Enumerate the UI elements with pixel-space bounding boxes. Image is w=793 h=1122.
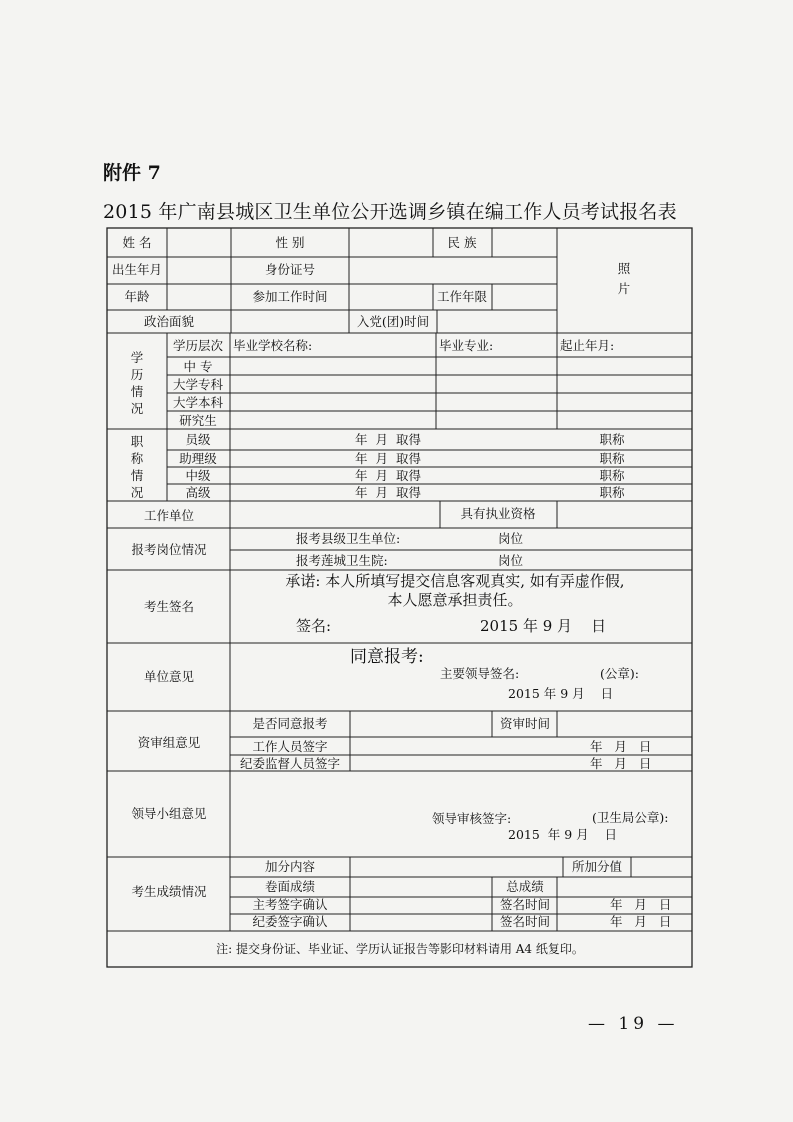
bonus-value-label: 所加分值 [571,859,623,874]
period-label: 起止年月: [560,338,615,353]
staff-sign-date: 年 月 日 [590,739,652,754]
school-label: 毕业学校名称: [233,338,313,353]
sign-time-label: 签名时间 [499,897,551,912]
candidate-label: 考生签名 [143,599,195,614]
edu-level-item: 大学专科 [172,377,224,392]
leader-group-date: 2015 年 9 月 日 [508,827,618,842]
photo-label-bottom: 片 [617,281,631,296]
seal-label: (公章): [600,666,639,681]
name-label: 姓 名 [122,235,152,250]
pledge-line-2: 本人愿意承担责任。 [387,591,523,609]
birth-label: 出生年月 [111,262,163,277]
ethnicity-label: 民 族 [447,235,477,250]
review-time-label: 资审时间 [499,716,551,731]
application-label: 报考岗位情况 [131,542,207,557]
gender-label: 性 别 [275,235,305,250]
work-years-label: 工作年限 [436,289,488,304]
unit-opinion-date: 2015 年 9 月 日 [508,686,614,701]
id-number-label: 身份证号 [264,262,316,277]
page-number: — 19 — [588,1014,679,1034]
edu-heading-1: 学 [130,350,144,365]
bonus-content-label: 加分内容 [264,859,316,874]
practice-qualification-label: 具有执业资格 [460,506,536,521]
obtained-text: 年 月 取得 [355,485,421,500]
discipline-sign-label: 纪委监督人员签字 [239,756,341,771]
title-word: 职称 [599,432,625,447]
review-label: 资审组意见 [137,735,201,750]
total-score-label: 总成绩 [506,879,544,894]
title-heading-1: 职 [130,434,144,449]
work-unit-label: 工作单位 [143,508,195,523]
title-heading-3: 情 [130,468,144,483]
county-unit-label: 报考县级卫生单位: [296,531,401,546]
page-title: 2015 年广南县城区卫生单位公开选调乡镇在编工作人员考试报名表 [103,201,677,223]
edu-heading-3: 情 [130,384,144,399]
leader-sign-label: 主要领导签名: [440,666,520,681]
leader-group-label: 领导小组意见 [131,806,207,821]
edu-level-item: 研究生 [179,413,217,428]
grade-item: 助理级 [179,451,217,466]
unit-opinion-label: 单位意见 [143,669,195,684]
examiner-confirm-label: 主考签字确认 [252,897,328,912]
footnote: 注: 提交身份证、毕业证、学历认证报告等影印材料请用 A4 纸复印。 [216,942,584,956]
title-word: 职称 [599,451,625,466]
form-labels [112,235,671,956]
written-score-label: 卷面成绩 [264,879,316,894]
scores-label: 考生成绩情况 [131,884,207,899]
agree-apply-text: 同意报考: [350,647,424,667]
discipline-sign-date: 年 月 日 [590,756,652,771]
grade-item: 中级 [185,468,211,483]
obtained-text: 年 月 取得 [355,451,421,466]
political-label: 政治面貌 [143,314,195,329]
signature-label: 签名: [296,617,332,635]
pledge-line-1: 承诺: 本人所填写提交信息客观真实, 如有弄虚作假, [285,572,625,590]
edu-heading-4: 况 [130,401,144,416]
photo-label-top: 照 [617,261,631,276]
grade-item: 高级 [185,485,211,500]
obtained-text: 年 月 取得 [355,468,421,483]
post-label-2: 岗位 [498,553,524,568]
party-join-label: 入党(团)时间 [356,314,430,329]
health-bureau-seal-label: (卫生局公章): [592,810,669,825]
title-word: 职称 [599,485,625,500]
work-start-label: 参加工作时间 [252,289,328,304]
title-heading-2: 称 [130,451,144,466]
title-word: 职称 [599,468,625,483]
edu-level-item: 中 专 [183,359,213,374]
obtained-text: 年 月 取得 [355,432,421,447]
examiner-date: 年 月 日 [610,897,672,912]
liancheng-label: 报考莲城卫生院: [296,553,388,568]
age-label: 年龄 [124,289,150,304]
candidate-date: 2015 年 9 月 日 [480,617,607,635]
attachment-label: 附件 7 [103,162,161,184]
title-heading-4: 况 [130,485,144,500]
discipline-confirm-label: 纪委签字确认 [252,914,328,929]
post-label: 岗位 [498,531,524,546]
edu-heading-2: 历 [130,367,144,382]
discipline-date: 年 月 日 [610,914,672,929]
edu-level-item: 大学本科 [172,395,224,410]
grade-item: 员级 [185,432,211,447]
major-label: 毕业专业: [439,338,494,353]
review-sign-label: 领导审核签字: [432,811,512,826]
agree-question-label: 是否同意报考 [252,716,328,731]
sign-time-label-2: 签名时间 [499,914,551,929]
edu-level-label: 学历层次 [172,338,224,353]
staff-sign-label: 工作人员签字 [252,739,328,754]
